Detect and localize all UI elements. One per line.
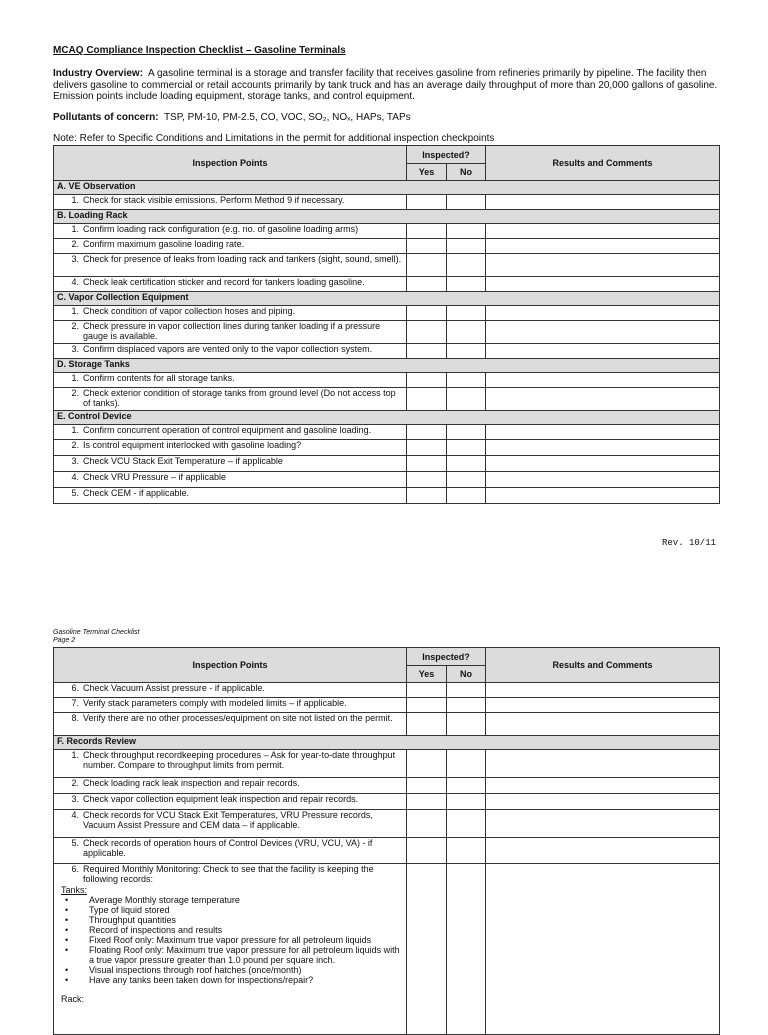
inspection-point [54, 277, 407, 292]
item-text: Confirm displaced vapors are vented only to the vapor collection system. [83, 344, 373, 354]
comments-cell[interactable] [486, 306, 720, 321]
inspection-point [54, 810, 407, 838]
section-label: E. Control Device [54, 411, 720, 425]
no-cell[interactable] [447, 373, 486, 388]
inspection-point [54, 440, 407, 456]
item-number: 2. [71, 239, 79, 249]
section-label: C. Vapor Collection Equipment [54, 292, 720, 306]
yes-cell[interactable] [407, 388, 447, 411]
inspection-point [54, 254, 407, 277]
pollutants-of-concern [53, 112, 411, 123]
item-number: 3. [71, 254, 79, 264]
item-number: 4. [71, 277, 79, 287]
list-item-text: Fixed Roof only: Maximum true vapor pressure for all petroleum liquids [89, 935, 372, 945]
section-row-c [54, 292, 720, 306]
yes-cell[interactable] [407, 794, 447, 810]
col-inspected: Inspected? [407, 146, 486, 164]
inspection-point [54, 306, 407, 321]
pollutants-label: Pollutants of concern: [53, 112, 159, 123]
no-cell[interactable] [447, 425, 486, 440]
comments-cell[interactable] [486, 277, 720, 292]
inspection-point [54, 778, 407, 794]
table-row [54, 713, 720, 736]
comments-cell[interactable] [486, 864, 720, 1035]
no-cell[interactable] [447, 306, 486, 321]
revision-label: Rev. 10/11 [662, 538, 717, 548]
no-cell[interactable] [447, 440, 486, 456]
col-no: No [447, 164, 486, 181]
no-cell[interactable] [447, 224, 486, 239]
comments-cell[interactable] [486, 683, 720, 698]
table-row [54, 239, 720, 254]
item-number: 8. [71, 713, 79, 723]
comments-cell[interactable] [486, 195, 720, 210]
col-yes: Yes [407, 666, 447, 683]
list-item-text: Average Monthly storage temperature [89, 895, 240, 905]
inspection-point [54, 373, 407, 388]
no-cell[interactable] [447, 456, 486, 472]
no-cell[interactable] [447, 388, 486, 411]
yes-cell[interactable] [407, 373, 447, 388]
comments-cell[interactable] [486, 810, 720, 838]
item-number: 6. [71, 864, 79, 874]
list-item: • Floating Roof only: Maximum true vapor pressure for all petroleum liquids with a true vapor pressure greater than 1.0 pound per square inch. [61, 945, 403, 965]
inspection-point [54, 488, 407, 504]
no-cell[interactable] [447, 239, 486, 254]
no-cell[interactable] [447, 778, 486, 794]
yes-cell[interactable] [407, 344, 447, 359]
comments-cell[interactable] [486, 698, 720, 713]
list-item-text: Floating Roof only: Maximum true vapor pressure for all petroleum liquids with a true vapor pressure greater than 1.0 pound per square inch. [89, 945, 400, 965]
no-cell[interactable] [447, 277, 486, 292]
table-row [54, 373, 720, 388]
inspection-point [54, 794, 407, 810]
no-cell[interactable] [447, 254, 486, 277]
no-cell[interactable] [447, 810, 486, 838]
table-row [54, 838, 720, 864]
item-text: Confirm contents for all storage tanks. [83, 373, 235, 383]
yes-cell[interactable] [407, 456, 447, 472]
item-text: Confirm loading rack configuration (e.g. no. of gasoline loading arms) [83, 224, 359, 234]
no-cell[interactable] [447, 321, 486, 344]
page-2 [0, 560, 768, 1024]
item-number: 3. [71, 794, 79, 804]
inspection-point [54, 344, 407, 359]
item-text: Required Monthly Monitoring: Check to see that the facility is keeping the following records: [83, 864, 374, 884]
section-row-f [54, 736, 720, 750]
document-title: MCAQ Compliance Inspection Checklist – Gasoline Terminals [53, 45, 346, 56]
table-row [54, 306, 720, 321]
item-number: 1. [71, 306, 79, 316]
yes-cell[interactable] [407, 224, 447, 239]
yes-cell[interactable] [407, 425, 447, 440]
no-cell[interactable] [447, 472, 486, 488]
section-label: B. Loading Rack [54, 210, 720, 224]
item-number: 4. [71, 810, 79, 820]
comments-cell[interactable] [486, 321, 720, 344]
item-text: Check records of operation hours of Control Devices (VRU, VCU, VA) - if applicable. [83, 838, 373, 858]
col-inspection-points: Inspection Points [54, 648, 407, 683]
running-header-title: Gasoline Terminal Checklist [53, 629, 140, 636]
item-number: 5. [71, 838, 79, 848]
table-row [54, 195, 720, 210]
col-results-comments: Results and Comments [486, 146, 720, 181]
list-item: • Fixed Roof only: Maximum true vapor pressure for all petroleum liquids [61, 935, 403, 945]
overview-text: A gasoline terminal is a storage and transfer facility that receives gasoline from refineries primarily by pipeline. The facility then delivers gasoline to commercial or retail accounts primarily by tank truck and has an average daily throughput of more than 20,000 gallons of gasoline. Emission points include loading equipment, storage tanks, and control equipment. [53, 68, 718, 102]
pollutants-text: TSP, PM-10, PM-2.5, CO, VOC, SO₂, NOₓ, HAPs, TAPs [163, 112, 411, 123]
list-item: • Average Monthly storage temperature [61, 895, 403, 905]
item-text: Verify stack parameters comply with modeled limits – if applicable. [83, 698, 347, 708]
col-yes: Yes [407, 164, 447, 181]
table-row [54, 488, 720, 504]
item-number: 1. [71, 373, 79, 383]
no-cell[interactable] [447, 838, 486, 864]
comments-cell[interactable] [486, 224, 720, 239]
col-inspected: Inspected? [407, 648, 486, 666]
inspection-point [54, 683, 407, 698]
comments-cell[interactable] [486, 794, 720, 810]
item-number: 3. [71, 344, 79, 354]
item-text: Confirm maximum gasoline loading rate. [83, 239, 245, 249]
comments-cell[interactable] [486, 472, 720, 488]
section-row-b [54, 210, 720, 224]
section-label: F. Records Review [54, 736, 720, 750]
inspection-point [54, 472, 407, 488]
item-text: Check leak certification sticker and record for tankers loading gasoline. [83, 277, 365, 287]
item-number: 6. [71, 683, 79, 693]
comments-cell[interactable] [486, 838, 720, 864]
item-number: 5. [71, 488, 79, 498]
yes-cell[interactable] [407, 277, 447, 292]
yes-cell[interactable] [407, 713, 447, 736]
yes-cell[interactable] [407, 440, 447, 456]
section-row-a [54, 181, 720, 195]
table-row [54, 698, 720, 713]
table-row [54, 254, 720, 277]
no-cell[interactable] [447, 195, 486, 210]
comments-cell[interactable] [486, 388, 720, 411]
yes-cell[interactable] [407, 838, 447, 864]
item-text: Check throughput recordkeeping procedures – Ask for year-to-date throughput number. Compare to throughput limits from permit. [83, 750, 396, 770]
item-text: Confirm concurrent operation of control equipment and gasoline loading. [83, 425, 372, 435]
comments-cell[interactable] [486, 456, 720, 472]
yes-cell[interactable] [407, 683, 447, 698]
table-row [54, 425, 720, 440]
running-header-page: Page 2 [53, 637, 76, 644]
list-item: • Record of inspections and results [61, 925, 403, 935]
section-row-e [54, 411, 720, 425]
yes-cell[interactable] [407, 195, 447, 210]
list-item-text: Record of inspections and results [89, 925, 223, 935]
list-item: • Type of liquid stored [61, 905, 403, 915]
yes-cell[interactable] [407, 750, 447, 778]
table-row [54, 810, 720, 838]
comments-cell[interactable] [486, 488, 720, 504]
table-row [54, 750, 720, 778]
comments-cell[interactable] [486, 440, 720, 456]
item-number: 1. [71, 195, 79, 205]
yes-cell[interactable] [407, 239, 447, 254]
item-number: 2. [71, 321, 79, 331]
inspection-point [54, 698, 407, 713]
item-text: Check VRU Pressure – if applicable [83, 472, 227, 482]
note-text: Note: Refer to Specific Conditions and Limitations in the permit for additional inspection checkpoints [53, 133, 495, 144]
yes-cell[interactable] [407, 321, 447, 344]
yes-cell[interactable] [407, 306, 447, 321]
comments-cell[interactable] [486, 344, 720, 359]
comments-cell[interactable] [486, 778, 720, 794]
item-number: 2. [71, 440, 79, 450]
item-text: Check condition of vapor collection hoses and piping. [83, 306, 296, 316]
item-text: Check loading rack leak inspection and repair records. [83, 778, 300, 788]
table-row [54, 344, 720, 359]
section-label: A. VE Observation [54, 181, 720, 195]
inspection-point [54, 195, 407, 210]
yes-cell[interactable] [407, 864, 447, 1035]
inspection-point [54, 224, 407, 239]
inspection-point [54, 713, 407, 736]
col-inspection-points: Inspection Points [54, 146, 407, 181]
table-header-row [54, 648, 720, 666]
no-cell[interactable] [447, 488, 486, 504]
table-row [54, 683, 720, 698]
item-number: 4. [71, 472, 79, 482]
comments-cell[interactable] [486, 750, 720, 778]
item-number: 2. [71, 778, 79, 788]
checklist-table-page-2 [53, 647, 720, 1035]
table-row [54, 321, 720, 344]
list-item-text: Type of liquid stored [89, 905, 170, 915]
item-text: Is control equipment interlocked with gasoline loading? [83, 440, 302, 450]
list-item-text: Have any tanks been taken down for inspections/repair? [89, 975, 314, 985]
yes-cell[interactable] [407, 488, 447, 504]
list-item-text: Throughput quantities [89, 915, 177, 925]
comments-cell[interactable] [486, 373, 720, 388]
no-cell[interactable] [447, 698, 486, 713]
item-text: Check for presence of leaks from loading rack and tankers (sight, sound, smell). [83, 254, 402, 264]
list-item-text: Visual inspections through roof hatches (once/month) [89, 965, 302, 975]
item-number: 1. [71, 425, 79, 435]
table-row [54, 778, 720, 794]
no-cell[interactable] [447, 794, 486, 810]
item-text: Check records for VCU Stack Exit Temperatures, VRU Pressure records, Vacuum Assist Pressure and CEM data – if applicable. [83, 810, 373, 830]
inspection-point [54, 239, 407, 254]
no-cell[interactable] [447, 344, 486, 359]
item-text: Check exterior condition of storage tanks from ground level (Do not access top of tanks). [83, 388, 396, 408]
table-header-row [54, 146, 720, 164]
col-results-comments: Results and Comments [486, 648, 720, 683]
comments-cell[interactable] [486, 239, 720, 254]
item-number: 3. [71, 456, 79, 466]
table-row [54, 472, 720, 488]
section-label: D. Storage Tanks [54, 359, 720, 373]
col-no: No [447, 666, 486, 683]
no-cell[interactable] [447, 713, 486, 736]
overview-label: Industry Overview: [53, 68, 144, 79]
item-text: Check VCU Stack Exit Temperature – if applicable [83, 456, 283, 466]
item-text: Check Vacuum Assist pressure - if applicable. [83, 683, 265, 693]
table-row [54, 277, 720, 292]
item-text: Check vapor collection equipment leak inspection and repair records. [83, 794, 359, 804]
list-item: • Visual inspections through roof hatches (once/month) [61, 965, 403, 975]
item-number: 7. [71, 698, 79, 708]
inspection-point [54, 864, 407, 1035]
table-row [54, 456, 720, 472]
item-number: 1. [71, 750, 79, 760]
comments-cell[interactable] [486, 425, 720, 440]
industry-overview [53, 68, 723, 103]
tanks-label: Tanks: [61, 885, 88, 895]
no-cell[interactable] [447, 750, 486, 778]
table-row [54, 224, 720, 239]
yes-cell[interactable] [407, 698, 447, 713]
yes-cell[interactable] [407, 810, 447, 838]
item-text: Check CEM - if applicable. [83, 488, 190, 498]
yes-cell[interactable] [407, 472, 447, 488]
comments-cell[interactable] [486, 254, 720, 277]
table-row [54, 388, 720, 411]
inspection-point [54, 750, 407, 778]
item-number: 1. [71, 224, 79, 234]
list-item: • Have any tanks been taken down for inspections/repair? [61, 975, 403, 985]
inspection-point [54, 388, 407, 411]
comments-cell[interactable] [486, 713, 720, 736]
item-text: Check for stack visible emissions. Perform Method 9 if necessary. [83, 195, 345, 205]
rack-label: Rack: [61, 994, 85, 1004]
item-text: Check pressure in vapor collection lines during tanker loading if a pressure gauge is available. [83, 321, 381, 341]
inspection-point [54, 425, 407, 440]
item-number: 2. [71, 388, 79, 398]
inspection-point [54, 456, 407, 472]
yes-cell[interactable] [407, 778, 447, 794]
yes-cell[interactable] [407, 254, 447, 277]
table-row [54, 794, 720, 810]
item-text: Verify there are no other processes/equipment on site not listed on the permit. [83, 713, 393, 723]
checklist-table-page-1 [53, 145, 720, 504]
no-cell[interactable] [447, 864, 486, 1035]
no-cell[interactable] [447, 683, 486, 698]
inspection-point [54, 838, 407, 864]
inspection-point [54, 321, 407, 344]
list-item: • Throughput quantities [61, 915, 403, 925]
table-row [54, 864, 720, 1035]
section-row-d [54, 359, 720, 373]
table-row [54, 440, 720, 456]
